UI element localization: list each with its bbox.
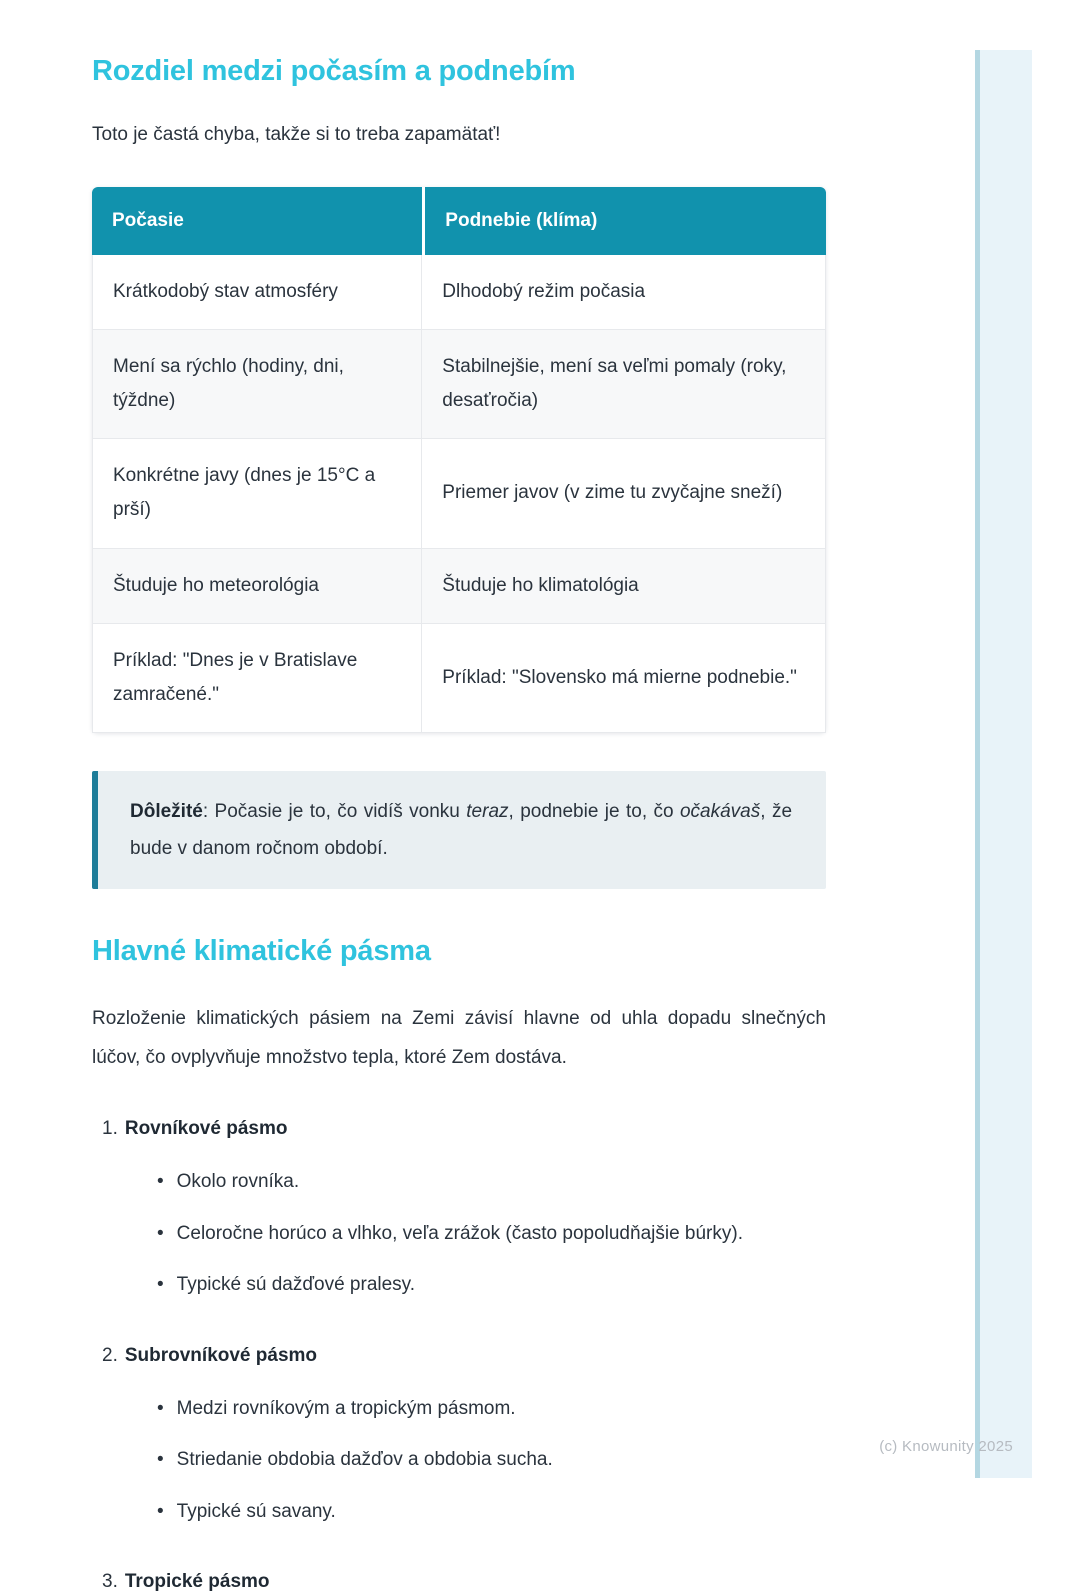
bullet-text: Typické sú savany. bbox=[176, 1500, 336, 1522]
callout-italic-teraz: teraz bbox=[466, 801, 509, 823]
list-item bbox=[157, 1271, 826, 1299]
table-row bbox=[92, 255, 826, 330]
bullet-text: Typické sú dažďové pralesy. bbox=[176, 1274, 416, 1296]
list-item bbox=[157, 1446, 826, 1474]
list-item bbox=[157, 1395, 826, 1423]
climate-zones-intro: Rozloženie klimatických pásiem na Zemi závisí hlavne od uhla dopadu slnečných lúčov, čo ovplyvňuje množstvo tepla, ktoré Zem dostáva. bbox=[92, 1008, 826, 1069]
table-cell: Príklad: "Dnes je v Bratislave zamračené." bbox=[92, 624, 422, 733]
callout-text: , podnebie je to, čo bbox=[508, 801, 680, 823]
table-row bbox=[92, 330, 826, 439]
table-cell: Konkrétne javy (dnes je 15°C a prší) bbox=[92, 439, 422, 548]
table-header-pocasie: Počasie bbox=[92, 187, 422, 255]
table-row bbox=[92, 624, 826, 733]
comparison-table bbox=[92, 187, 826, 734]
callout-text: , že bude v danom ročnom období. bbox=[130, 801, 793, 860]
bullet-icon: • bbox=[157, 1171, 164, 1193]
list-number: 1. bbox=[102, 1118, 118, 1140]
list-item-title: Tropické pásmo bbox=[124, 1571, 270, 1593]
callout-italic-ocakavas: očakávaš bbox=[679, 801, 761, 823]
right-accent-bar bbox=[975, 50, 1032, 1478]
table-cell: Stabilnejšie, mení sa veľmi pomaly (roky, desaťročia) bbox=[422, 330, 826, 439]
list-item-title: Rovníkové pásmo bbox=[124, 1118, 288, 1140]
callout-text: : Počasie je to, čo vidíš vonku bbox=[202, 801, 467, 823]
table-cell: Študuje ho klimatológia bbox=[422, 549, 826, 624]
list-number: 3. bbox=[102, 1571, 118, 1593]
table-cell: Dlhodobý režim počasia bbox=[422, 255, 826, 330]
list-item-subrovnikove-pasmo bbox=[92, 1345, 826, 1526]
comparison-table-body bbox=[92, 255, 826, 734]
callout-label: Dôležité bbox=[130, 801, 203, 823]
list-item bbox=[157, 1168, 826, 1196]
bullet-icon: • bbox=[157, 1274, 164, 1296]
bullet-list bbox=[102, 1168, 826, 1299]
bullet-icon: • bbox=[157, 1500, 164, 1522]
table-header-podnebie: Podnebie (klíma) bbox=[422, 187, 826, 255]
important-callout bbox=[92, 771, 826, 889]
list-item bbox=[157, 1220, 826, 1248]
heading-climate-zones: Hlavné klimatické pásma bbox=[92, 935, 431, 968]
bullet-text: Celoročne horúco a vlhko, veľa zrážok (často popoludňajšie búrky). bbox=[176, 1222, 743, 1244]
table-cell: Študuje ho meteorológia bbox=[92, 549, 422, 624]
table-cell: Príklad: "Slovensko má mierne podnebie." bbox=[422, 624, 826, 733]
comparison-table-header bbox=[92, 187, 826, 255]
bullet-icon: • bbox=[157, 1397, 164, 1419]
copyright-footer: (c) Knowunity 2025 bbox=[879, 1438, 1013, 1455]
list-item-title: Subrovníkové pásmo bbox=[124, 1344, 318, 1366]
document-content bbox=[92, 0, 826, 1593]
climate-zones-list bbox=[92, 1118, 826, 1593]
table-row bbox=[92, 439, 826, 548]
table-header-row bbox=[92, 187, 826, 255]
table-cell: Mení sa rýchlo (hodiny, dni, týždne) bbox=[92, 330, 422, 439]
list-item bbox=[157, 1498, 826, 1526]
bullet-list bbox=[102, 1395, 826, 1526]
intro-text: Toto je častá chyba, takže si to treba zapamätať! bbox=[92, 124, 501, 145]
table-cell: Priemer javov (v zime tu zvyčajne sneží) bbox=[422, 439, 826, 548]
bullet-icon: • bbox=[157, 1449, 164, 1471]
bullet-text: Medzi rovníkovým a tropickým pásmom. bbox=[176, 1397, 516, 1419]
list-number: 2. bbox=[102, 1344, 118, 1366]
list-item-tropicke-pasmo bbox=[92, 1571, 826, 1593]
bullet-icon: • bbox=[157, 1222, 164, 1244]
bullet-text: Striedanie obdobia dažďov a obdobia sucha. bbox=[176, 1449, 553, 1471]
bullet-text: Okolo rovníka. bbox=[176, 1171, 300, 1193]
table-row bbox=[92, 549, 826, 624]
list-item-rovnikove-pasmo bbox=[92, 1118, 826, 1299]
table-cell: Krátkodobý stav atmosféry bbox=[92, 255, 422, 330]
heading-weather-vs-climate: Rozdiel medzi počasím a podnebím bbox=[92, 55, 576, 87]
